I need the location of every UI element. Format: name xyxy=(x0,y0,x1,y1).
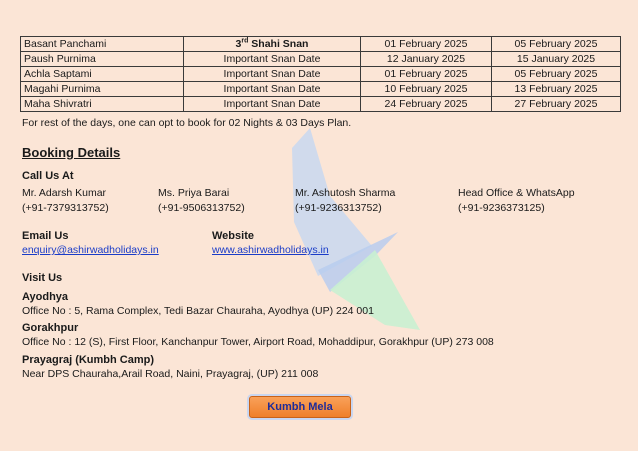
call-us-heading: Call Us At xyxy=(22,170,74,182)
office-address: Office No : 12 (S), First Floor, Kanchanpur Tower, Airport Road, Mohaddipur, Gorakhpur (UP) 273 008 xyxy=(22,336,494,348)
website-heading: Website xyxy=(212,230,254,242)
snan-type-cell: Important Snan Date xyxy=(184,67,361,82)
visit-us-heading: Visit Us xyxy=(22,272,63,284)
office-address: Near DPS Chauraha,Arail Road, Naini, Prayagraj, (UP) 211 008 xyxy=(22,368,319,380)
snan-type-cell: Important Snan Date xyxy=(184,97,361,112)
office-city: Gorakhpur xyxy=(22,322,79,334)
snan-type-cell: 3rd Shahi Snan xyxy=(184,37,361,52)
booking-details-heading: Booking Details xyxy=(22,145,121,160)
office-city: Prayagraj (Kumbh Camp) xyxy=(22,354,155,366)
snan-dates-table xyxy=(20,36,621,112)
start-date-cell: 24 February 2025 xyxy=(361,97,492,112)
email-heading: Email Us xyxy=(22,230,69,242)
contact-name: Ms. Priya Barai xyxy=(158,187,230,199)
table-row xyxy=(21,97,621,112)
festival-cell: Achla Saptami xyxy=(21,67,184,82)
website-link[interactable]: www.ashirwadholidays.in xyxy=(212,244,329,256)
end-date-cell: 27 February 2025 xyxy=(492,97,621,112)
office-city: Ayodhya xyxy=(22,291,69,303)
contact-name: Head Office & WhatsApp xyxy=(458,187,575,199)
festival-cell: Basant Panchami xyxy=(21,37,184,52)
festival-cell: Magahi Purnima xyxy=(21,82,184,97)
kumbh-mela-button[interactable]: Kumbh Mela xyxy=(249,396,351,418)
office-address: Office No : 5, Rama Complex, Tedi Bazar Chauraha, Ayodhya (UP) 224 001 xyxy=(22,305,374,317)
booking-note: For rest of the days, one can opt to book for 02 Nights & 03 Days Plan. xyxy=(22,117,352,129)
table-row xyxy=(21,52,621,67)
table-row xyxy=(21,37,621,52)
contact-phone[interactable]: (+91-9236313752) xyxy=(295,202,382,214)
contact-phone[interactable]: (+91-9236373125) xyxy=(458,202,545,214)
start-date-cell: 10 February 2025 xyxy=(361,82,492,97)
table-row xyxy=(21,67,621,82)
start-date-cell: 12 January 2025 xyxy=(361,52,492,67)
festival-cell: Paush Purnima xyxy=(21,52,184,67)
contact-name: Mr. Adarsh Kumar xyxy=(22,187,107,199)
contact-phone[interactable]: (+91-7379313752) xyxy=(22,202,109,214)
snan-type-cell: Important Snan Date xyxy=(184,82,361,97)
table-row xyxy=(21,82,621,97)
end-date-cell: 15 January 2025 xyxy=(492,52,621,67)
start-date-cell: 01 February 2025 xyxy=(361,37,492,52)
contact-phone[interactable]: (+91-9506313752) xyxy=(158,202,245,214)
email-link[interactable]: enquiry@ashirwadholidays.in xyxy=(22,244,159,256)
end-date-cell: 13 February 2025 xyxy=(492,82,621,97)
end-date-cell: 05 February 2025 xyxy=(492,37,621,52)
snan-type-cell: Important Snan Date xyxy=(184,52,361,67)
festival-cell: Maha Shivratri xyxy=(21,97,184,112)
start-date-cell: 01 February 2025 xyxy=(361,67,492,82)
contact-name: Mr. Ashutosh Sharma xyxy=(295,187,396,199)
end-date-cell: 05 February 2025 xyxy=(492,67,621,82)
